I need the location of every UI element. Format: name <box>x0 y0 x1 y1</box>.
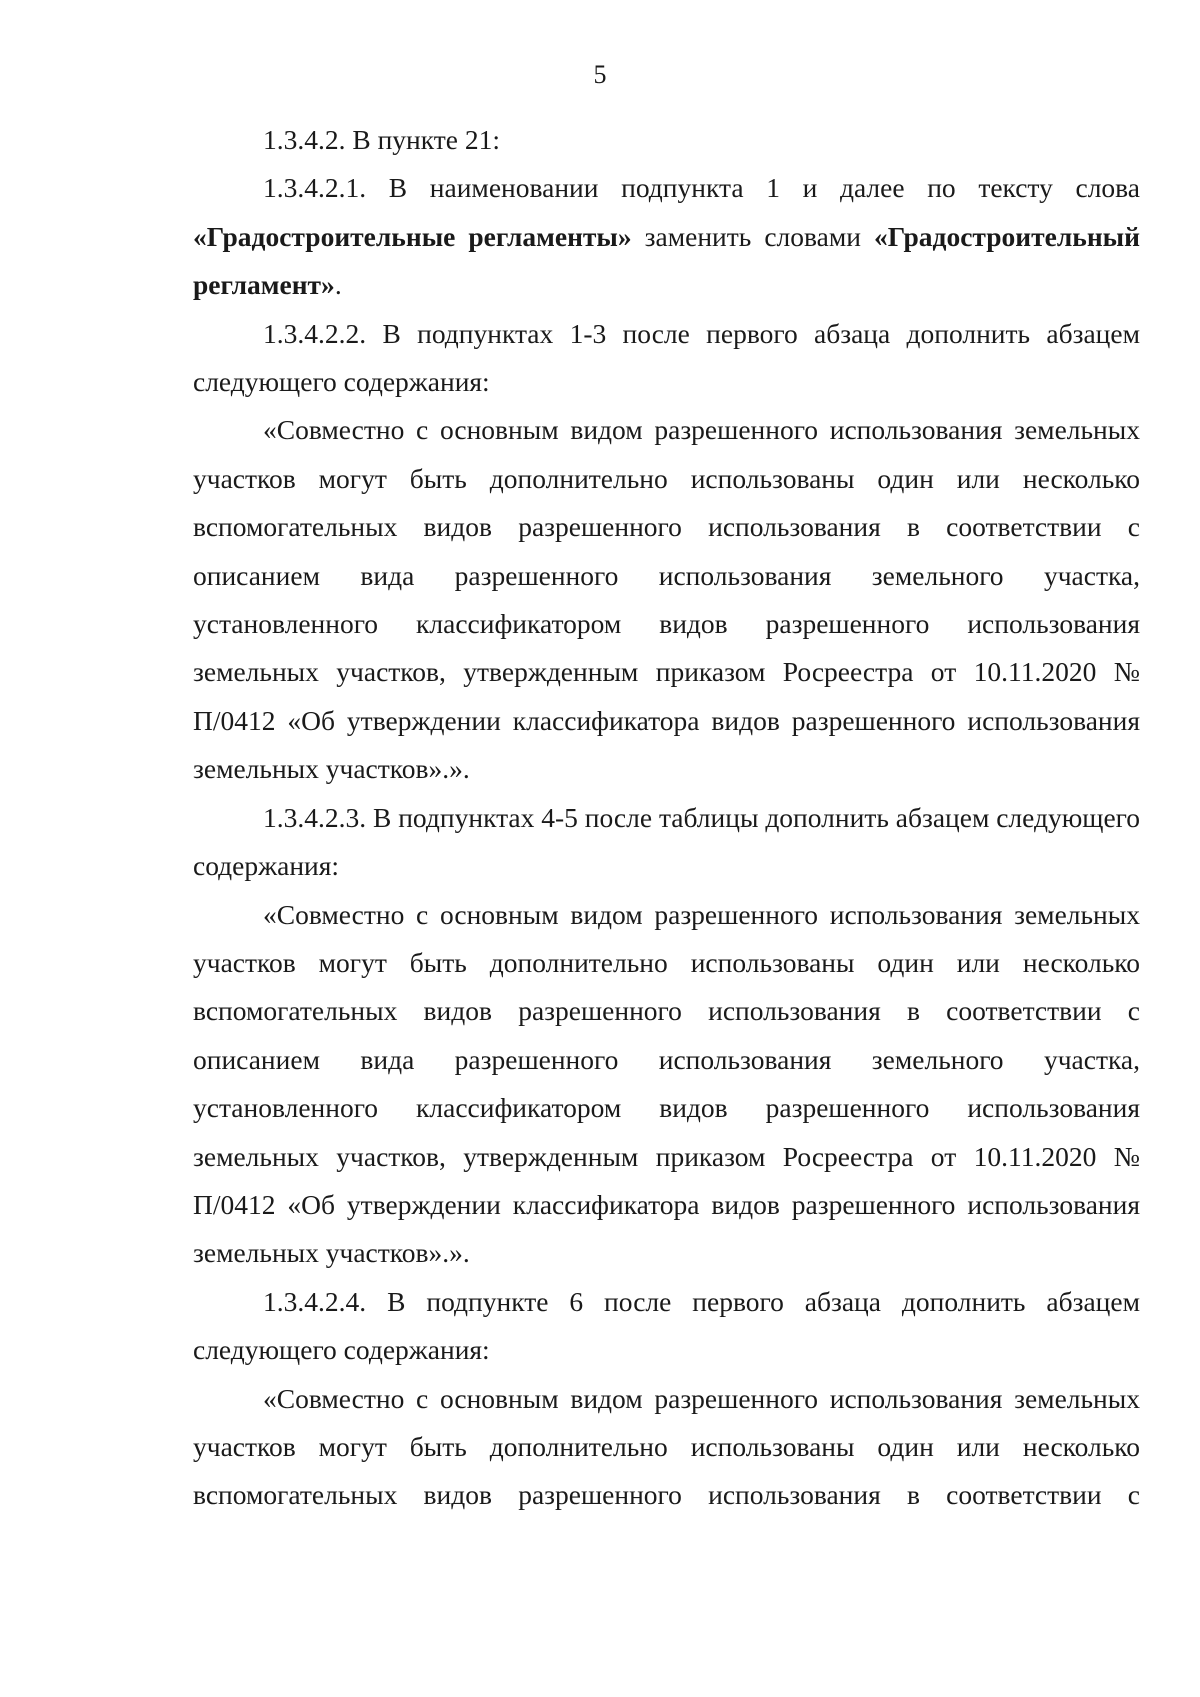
bold-quote-new: «Градостроительный регламент» <box>193 220 1140 301</box>
bold-quote-old: «Градостроительные регламенты» <box>193 220 632 252</box>
quoted-amendment-2: «Совместно с основным видом разрешенного использования земельных участков могут быть дополнительно использованы один или несколько вспомогательных видов разрешенного использования в соответствии с описанием вида разрешенного использования земельного участка, установленного классификатором видов разрешенного использования земельных участков, утвержденным приказом Росреестра от 10.11.2020 № П/0412 «Об утверждении классификатора видов разрешенного использования земельных участков».». <box>193 898 1140 1269</box>
paragraph-text: . <box>334 269 342 301</box>
paragraph-text: 1.3.4.2.1. В наименовании подпункта 1 и далее по тексту слова <box>263 172 1140 204</box>
paragraph-1-3-4-2-4: 1.3.4.2.4. В подпункте 6 после первого абзаца дополнить абзацем следующего содержания: <box>193 1285 1140 1366</box>
paragraph-1-3-4-2-1 <box>193 164 1140 309</box>
quoted-amendment-3: «Совместно с основным видом разрешенного использования земельных участков могут быть дополнительно использованы один или несколько вспомогательных видов разрешенного использования в соответствии с <box>193 1382 1140 1511</box>
document-body <box>193 116 1140 1520</box>
paragraph-text: заменить словами <box>631 220 874 252</box>
page-number: 5 <box>593 60 607 89</box>
paragraph-1-3-4-2: 1.3.4.2. В пункте 21: <box>263 124 501 155</box>
quoted-amendment-1: «Совместно с основным видом разрешенного использования земельных участков могут быть дополнительно использованы один или несколько вспомогательных видов разрешенного использования в соответствии с описанием вида разрешенного использования земельного участка, установленного классификатором видов разрешенного использования земельных участков, утвержденным приказом Росреестра от 10.11.2020 № П/0412 «Об утверждении классификатора видов разрешенного использования земельных участков».». <box>193 414 1140 785</box>
paragraph-1-3-4-2-2: 1.3.4.2.2. В подпунктах 1-3 после первого абзаца дополнить абзацем следующего содержания: <box>193 317 1140 398</box>
paragraph-1-3-4-2-3: 1.3.4.2.3. В подпунктах 4-5 после таблицы дополнить абзацем следующего содержания: <box>193 801 1141 882</box>
